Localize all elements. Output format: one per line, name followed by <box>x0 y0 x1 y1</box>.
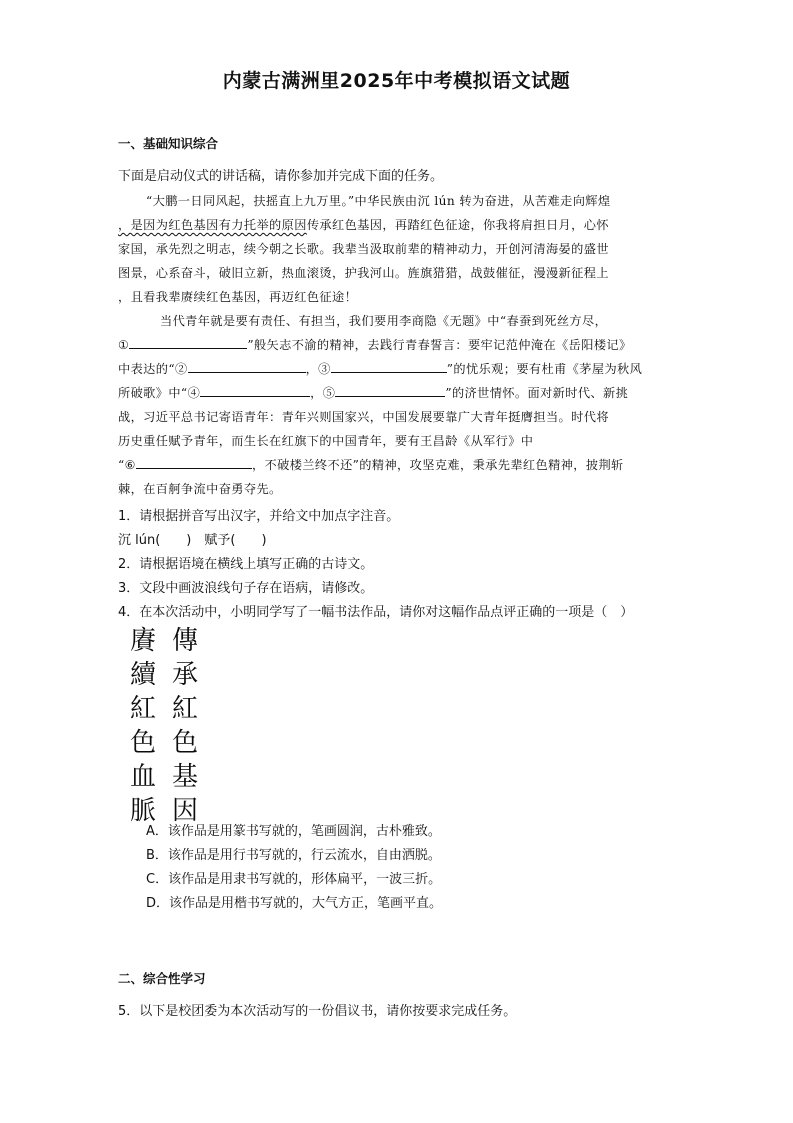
passage1-line4: 图景，心系奋斗，破旧立新，热血滚烫，护我河山。旌旗猎猎，战鼓催征，漫漫新征程上 <box>118 266 609 280</box>
intro-text: 下面是启动仪式的讲话稿，请你参加并完成下面的任务。 <box>118 169 444 184</box>
passage2-line4 <box>118 384 628 401</box>
passage2-line8: 棘，在百舸争流中奋勇夺先。 <box>118 482 282 496</box>
fill-blank-5[interactable] <box>335 385 445 397</box>
passage2-line1: 当代青年就是要有责任、有担当，我们要用李商隐《无题》中“春蚕到死丝方尽， <box>160 314 608 328</box>
fill-blank-2[interactable] <box>188 361 306 373</box>
passage1-line2-rest: 传承红色基因，再踏红色征途，你我将肩担日月，心怀 <box>306 218 609 232</box>
fill-blank-1[interactable] <box>129 337 247 349</box>
calligraphy-char: 血 <box>129 762 156 792</box>
passage1-line1: “大鹏一日同风起，扶摇直上九万里。”中华民族由沉 lún 转为奋进，从苦难走向辉煌 <box>146 194 611 208</box>
fill-blank-4[interactable] <box>200 385 310 397</box>
wavy-underlined-sentence: ，是因为红色基因有力托举的原因 <box>118 218 307 232</box>
passage2-line2 <box>118 336 632 353</box>
calligraphy-char: 脈 <box>129 796 156 826</box>
blank-marker-1: ① <box>118 338 130 352</box>
passage2-line7 <box>118 456 624 473</box>
passage2-line3 <box>118 360 642 377</box>
calligraphy-char: 紅 <box>129 694 156 724</box>
option-a[interactable]: A．该作品是用篆书写就的，笔画圆润，古朴雅致。 <box>146 824 441 839</box>
fill-blank-3[interactable] <box>331 361 447 373</box>
calligraphy-left-column <box>128 624 158 828</box>
question-3: 3．文段中画波浪线句子存在语病，请修改。 <box>118 581 374 596</box>
blank-marker-6: “⑥ <box>118 458 136 472</box>
blank-marker-5: ，⑤ <box>310 386 336 400</box>
passage2-line3-text: ”的忧乐观；要有杜甫《茅屋为秋风 <box>446 362 643 376</box>
calligraphy-char: 色 <box>129 728 156 758</box>
passage2-line5: 战，习近平总书记寄语青年：青年兴则国家兴，中国发展要靠广大青年挺膺担当。时代将 <box>118 410 609 424</box>
question-4: 4．在本次活动中，小明同学写了一幅书法作品，请你对这幅作品点评正确的一项是（ ） <box>118 605 634 620</box>
section-heading-2: 二、综合性学习 <box>118 971 206 986</box>
question-1: 1．请根据拼音写出汉字，并给文中加点字注音。 <box>118 509 400 524</box>
blank-marker-4: 所破歌》中“④ <box>118 386 201 400</box>
calligraphy-char: 傳 <box>171 626 198 656</box>
calligraphy-char: 基 <box>171 762 198 792</box>
question-2: 2．请根据语境在横线上填写正确的古诗文。 <box>118 557 374 572</box>
passage1-line3: 家国，承先烈之明志，续今朝之长歌。我辈当汲取前辈的精神动力，开创河清海晏的盛世 <box>118 242 609 256</box>
blank-marker-3: ，③ <box>305 362 331 376</box>
calligraphy-artwork <box>126 624 206 826</box>
passage1-line2 <box>118 216 609 233</box>
passage2-line4-text: ”的济世情怀。面对新时代、新挑 <box>445 386 629 400</box>
calligraphy-char: 因 <box>171 796 198 826</box>
option-c[interactable]: C．该作品是用隶书写就的，形体扁平，一波三折。 <box>146 872 442 887</box>
passage1-line5: ，且看我辈赓续红色基因，再迈红色征途！ <box>118 290 358 304</box>
passage2-line7-text: ，不破楼兰终不还”的精神，攻坚克难，秉承先辈红色精神，披荆斩 <box>251 458 624 472</box>
fill-blank-6[interactable] <box>136 457 252 469</box>
section-heading-1: 一、基础知识综合 <box>118 136 219 151</box>
calligraphy-char: 紅 <box>171 694 198 724</box>
question-5: 5．以下是校团委为本次活动写的一份倡议书，请你按要求完成任务。 <box>118 1004 517 1019</box>
calligraphy-right-column <box>170 624 200 828</box>
option-d[interactable]: D．该作品是用楷书写就的，大气方正，笔画平直。 <box>146 896 443 911</box>
page-title: 内蒙古满洲里2025年中考模拟语文试题 <box>222 70 571 92</box>
blank-marker-2: 中表达的“② <box>118 362 188 376</box>
passage2-line2-text: ”般矢志不渝的精神，去践行青春誓言：要牢记范仲淹在《岳阳楼记》 <box>247 338 632 352</box>
passage2-line6: 历史重任赋予青年，而生长在红旗下的中国青年，要有王昌龄《从军行》中 <box>118 434 534 448</box>
calligraphy-char: 承 <box>171 660 198 690</box>
option-b[interactable]: B．该作品是用行书写就的，行云流水，自由洒脱。 <box>146 848 441 863</box>
question-1-fill: 沉 lún( ) 赋予( ) <box>118 533 267 548</box>
calligraphy-char: 續 <box>129 660 156 690</box>
calligraphy-char: 賡 <box>129 626 156 656</box>
calligraphy-char: 色 <box>171 728 198 758</box>
